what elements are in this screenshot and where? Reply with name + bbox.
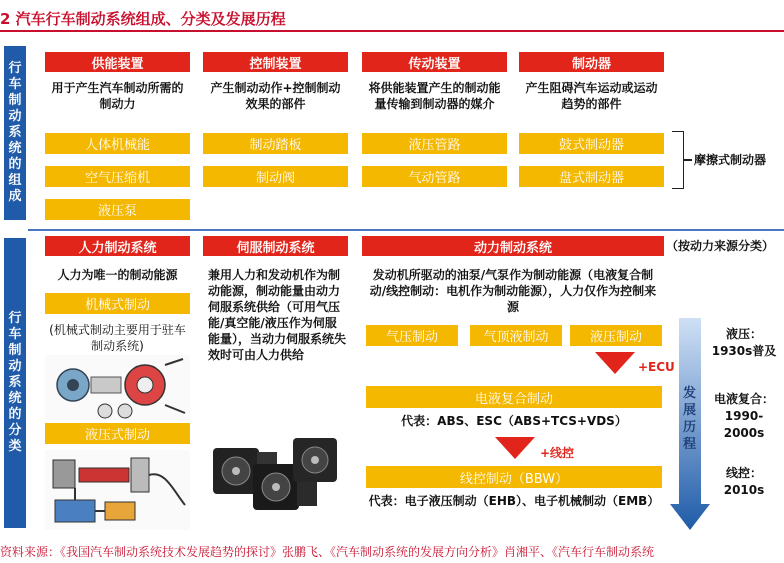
ecu-label: +ECU [638,360,675,374]
header-brake: 制动器 [519,52,664,72]
power-desc: 发动机所驱动的油泵/气泵作为制动能源（电液复合制动/线控制动：电机作为制动能源），人力仅作为控制来源 [369,268,657,314]
title-rule [0,30,784,32]
history-label: 发展历程 [683,386,697,452]
history-brake-by-wire: 线控：2010s [723,466,765,497]
history-hydraulic: 液压：1930s普及 [711,327,777,358]
friction-bracket-tick [684,159,692,161]
side-label-classification-text: 行车制动系统的分类 [8,311,22,454]
wire-arrow-icon [495,437,535,459]
servo-motor-illustration [205,428,350,523]
representative-1: 代表：ABS、ESC（ABS+TCS+VDS） [401,414,627,428]
side-label-composition [4,46,26,220]
side-label-composition-text: 行车制动系统的组成 [8,61,22,204]
header-transmission-device: 传动装置 [362,52,507,72]
friction-bracket [672,131,684,189]
header-energy-supply: 供能装置 [45,52,190,72]
item-disc-brake: 盘式制动器 [519,166,664,187]
side-label-classification [4,238,26,528]
header-power-brake-system: 动力制动系统 [362,236,664,256]
hydraulic-brake-illustration [45,450,190,530]
section-separator [28,229,784,231]
desc-control-device: 产生制动动作+控制制动效果的部件 [210,81,341,111]
item-air-over-hydraulic-brake: 气顶液制动 [470,325,562,346]
item-brake-valve: 制动阀 [203,166,348,187]
source-note: 资料来源：《我国汽车制动系统技术发展趋势的探讨》张鹏飞、《汽车制动系统的发展方向分析》肖湘平、《汽车行车制动系统 [0,545,655,559]
wire-label: +线控 [540,446,575,460]
mechanical-brake-illustration [45,355,190,420]
header-control-device: 控制装置 [203,52,348,72]
item-human-mechanical: 人体机械能 [45,133,190,154]
item-pneumatic-brake: 气压制动 [366,325,458,346]
item-air-compressor: 空气压缩机 [45,166,190,187]
item-pneumatic-pipeline: 气动管路 [362,166,507,187]
manual-desc: 人力为唯一的制动能源 [57,268,178,282]
desc-brake: 产生阻碍汽车运动或运动趋势的部件 [525,81,658,111]
desc-transmission-device: 将供能装置产生的制动能量传输到制动器的媒介 [368,81,501,111]
ecu-arrow-icon [595,352,635,374]
item-hydraulic-pump: 液压泵 [45,199,190,220]
item-hydraulic-pipeline: 液压管路 [362,133,507,154]
header-manual-brake-system: 人力制动系统 [45,236,190,256]
desc-energy-supply: 用于产生汽车制动所需的制动力 [51,81,184,111]
item-drum-brake: 鼓式制动器 [519,133,664,154]
header-servo-brake-system: 伺服制动系统 [203,236,348,256]
mechanical-brake-note: (机械式制动主要用于驻车制动系统) [49,323,186,353]
item-hydraulic-brake: 液压式制动 [45,423,190,444]
item-hydraulic-power-brake: 液压制动 [570,325,662,346]
classification-note: （按动力来源分类） [666,239,775,253]
history-electro-hydraulic: 电液复合：1990-2000s [713,392,774,440]
representative-2: 代表：电子液压制动（EHB）、电子机械制动（EMB） [368,494,660,508]
item-brake-pedal: 制动踏板 [203,133,348,154]
item-mechanical-brake: 机械式制动 [45,293,190,314]
servo-desc: 兼用人力和发动机作为制动能源，制动能量由动力伺服系统供给（可用气压能/真空能/液压作为伺服能量），当动力伺服系统失效时可由人力供给 [208,268,347,362]
page-title: 2 汽车行车制动系统组成、分类及发展历程 [0,10,286,28]
friction-brake-label: 摩擦式制动器 [694,153,767,167]
item-brake-by-wire: 线控制动（BBW） [366,466,662,488]
item-electro-hydraulic-brake: 电液复合制动 [366,386,662,408]
